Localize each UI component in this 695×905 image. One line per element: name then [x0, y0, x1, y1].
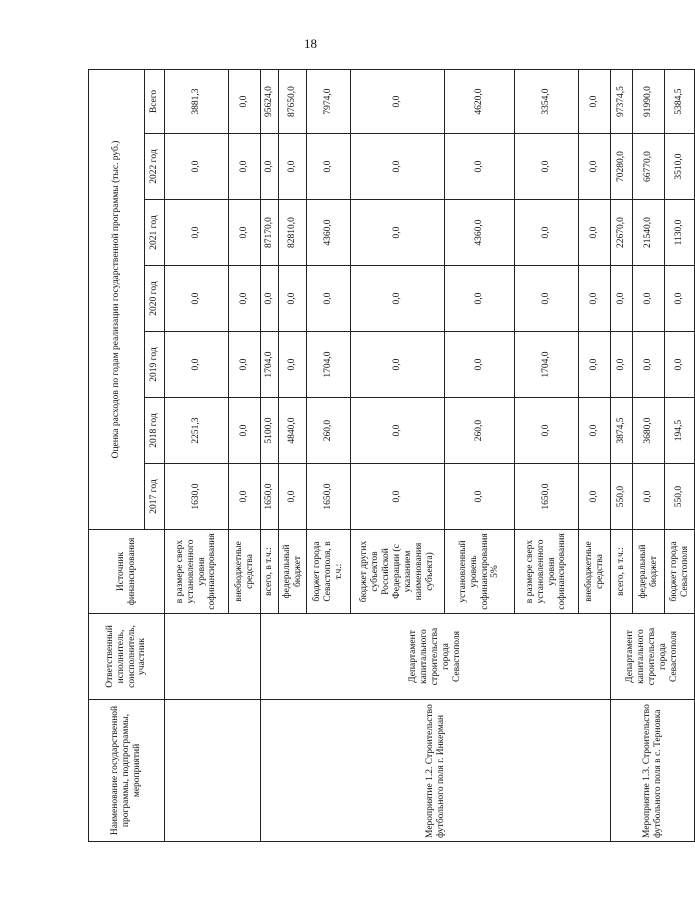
cell-value: 0,0	[279, 464, 307, 530]
cell-value: 0,0	[445, 266, 515, 332]
cell-value: 0,0	[579, 200, 611, 266]
cell-value: 0,0	[515, 134, 579, 200]
cell-value: 260,0	[445, 398, 515, 464]
header-year-2021: 2021 год	[145, 200, 165, 266]
cell-value: 0,0	[261, 266, 279, 332]
cell-value: 3354,0	[515, 69, 579, 133]
cell-value: 0,0	[579, 134, 611, 200]
cell-value: 0,0	[229, 332, 261, 398]
cell-source: федеральный бюджет	[279, 530, 307, 614]
cell-value: 0,0	[261, 134, 279, 200]
cell-source: внебюджетные средства	[579, 530, 611, 614]
cell-value: 0,0	[351, 200, 445, 266]
cell-value: 0,0	[579, 266, 611, 332]
cell-value: 0,0	[445, 134, 515, 200]
cell-value: 0,0	[665, 266, 695, 332]
cell-value: 70280,0	[611, 134, 633, 200]
table-row	[261, 69, 279, 841]
header-estimate: Оценка расходов по годам реализации государственной программы (тыс. руб.)	[89, 69, 145, 529]
cell-value: 550,0	[665, 464, 695, 530]
cell-value: 82810,0	[279, 200, 307, 266]
cell-source: установленный уровень софинансирования 5%	[445, 530, 515, 614]
cell-value: 0,0	[515, 398, 579, 464]
cell-value: 97374,5	[611, 69, 633, 133]
cell-value: 0,0	[633, 332, 665, 398]
cell-value: 0,0	[351, 134, 445, 200]
cell-value: 0,0	[165, 266, 229, 332]
cell-value: 87650,0	[279, 69, 307, 133]
cell-value: 1704,0	[261, 332, 279, 398]
cell-value: 4360,0	[445, 200, 515, 266]
cell-responsible: Департамент капитального строительства города Севастополя	[611, 614, 695, 700]
cell-value: 0,0	[515, 200, 579, 266]
page-number: 18	[304, 36, 317, 51]
header-year-2019: 2019 год	[145, 332, 165, 398]
cell-value: 5384,5	[665, 69, 695, 133]
cell-value: 0,0	[307, 266, 351, 332]
cell-source: внебюджетные средства	[229, 530, 261, 614]
table-row	[611, 69, 633, 841]
cell-value: 0,0	[351, 332, 445, 398]
cell-value: 0,0	[515, 266, 579, 332]
cell-value: 0,0	[279, 134, 307, 200]
cell-value: 1130,0	[665, 200, 695, 266]
cell-name: Мероприятие 1.2. Строительство футбольного поля г. Инкерман	[261, 700, 611, 842]
cell-value: 0,0	[351, 266, 445, 332]
cell-value: 3874,5	[611, 398, 633, 464]
cell-value: 0,0	[445, 464, 515, 530]
cell-value: 0,0	[165, 200, 229, 266]
cell-source: в размере сверх установленного уровня софинансирования	[165, 530, 229, 614]
cell-value: 2251,3	[165, 398, 229, 464]
cell-value: 0,0	[165, 332, 229, 398]
cell-value: 0,0	[229, 266, 261, 332]
cell-value: 4620,0	[445, 69, 515, 133]
cell-value: 0,0	[633, 464, 665, 530]
cell-value: 0,0	[307, 134, 351, 200]
cell-value: 550,0	[611, 464, 633, 530]
cell-value: 0,0	[279, 332, 307, 398]
cell-value: 0,0	[165, 134, 229, 200]
header-responsible: Ответственный исполнитель, соисполнитель, участник	[89, 614, 165, 700]
cell-responsible: Департамент капитального строительства города Севастополя	[261, 614, 611, 700]
cell-value: 0,0	[579, 332, 611, 398]
cell-value: 0,0	[229, 134, 261, 200]
header-name: Наименование государственной программы, подпрограммы, мероприятий	[89, 700, 165, 842]
budget-table-wrapper	[88, 70, 690, 842]
cell-source: всего, в т.ч.:	[611, 530, 633, 614]
cell-value: 0,0	[229, 398, 261, 464]
cell-source: бюджет города Севастополя, в т.ч.:	[307, 530, 351, 614]
cell-source: федеральный бюджет	[633, 530, 665, 614]
table-row	[165, 69, 229, 841]
header-year-2020: 2020 год	[145, 266, 165, 332]
header-year-2017: 2017 год	[145, 464, 165, 530]
cell-source: бюджет города Севастополя	[665, 530, 695, 614]
cell-value: 260,0	[307, 398, 351, 464]
rotated-table-container	[88, 70, 690, 842]
cell-value: 3881,3	[165, 69, 229, 133]
cell-value: 194,5	[665, 398, 695, 464]
cell-value: 1704,0	[515, 332, 579, 398]
cell-value: 66770,0	[633, 134, 665, 200]
cell-value: 3510,0	[665, 134, 695, 200]
cell-name	[165, 700, 261, 842]
cell-value: 0,0	[229, 200, 261, 266]
cell-value: 5100,0	[261, 398, 279, 464]
cell-value: 0,0	[579, 464, 611, 530]
cell-value: 95624,0	[261, 69, 279, 133]
cell-value: 0,0	[279, 266, 307, 332]
cell-source: в размере сверх установленного уровня софинансирования	[515, 530, 579, 614]
cell-value: 3680,0	[633, 398, 665, 464]
header-year-2018: 2018 год	[145, 398, 165, 464]
cell-value: 0,0	[611, 266, 633, 332]
header-total: Всего	[145, 69, 165, 133]
cell-name: Мероприятие 1.3. Строительство футбольного поля в с. Терновка	[611, 700, 695, 842]
cell-value: 0,0	[579, 69, 611, 133]
cell-value: 0,0	[579, 398, 611, 464]
cell-value: 22670,0	[611, 200, 633, 266]
cell-value: 4360,0	[307, 200, 351, 266]
budget-table	[88, 69, 695, 842]
cell-source: всего, в т.ч.:	[261, 530, 279, 614]
cell-value: 1650,0	[261, 464, 279, 530]
cell-value: 1630,0	[165, 464, 229, 530]
header-year-2022: 2022 год	[145, 134, 165, 200]
cell-value: 21540,0	[633, 200, 665, 266]
cell-value: 1704,0	[307, 332, 351, 398]
cell-value: 0,0	[229, 69, 261, 133]
cell-value: 0,0	[351, 69, 445, 133]
cell-value: 0,0	[633, 266, 665, 332]
cell-value: 0,0	[445, 332, 515, 398]
cell-value: 0,0	[665, 332, 695, 398]
cell-value: 0,0	[611, 332, 633, 398]
header-source: Источник финансирования	[89, 530, 165, 614]
cell-value: 7974,0	[307, 69, 351, 133]
cell-responsible	[165, 614, 261, 700]
cell-value: 4840,0	[279, 398, 307, 464]
cell-value: 1650,0	[307, 464, 351, 530]
cell-value: 0,0	[351, 464, 445, 530]
cell-value: 87170,0	[261, 200, 279, 266]
cell-value: 0,0	[229, 464, 261, 530]
cell-value: 1650,0	[515, 464, 579, 530]
cell-value: 91990,0	[633, 69, 665, 133]
cell-value: 0,0	[351, 398, 445, 464]
cell-source: бюджет других субъектов Российской Федерации (с указанием наименования субъекта)	[351, 530, 445, 614]
